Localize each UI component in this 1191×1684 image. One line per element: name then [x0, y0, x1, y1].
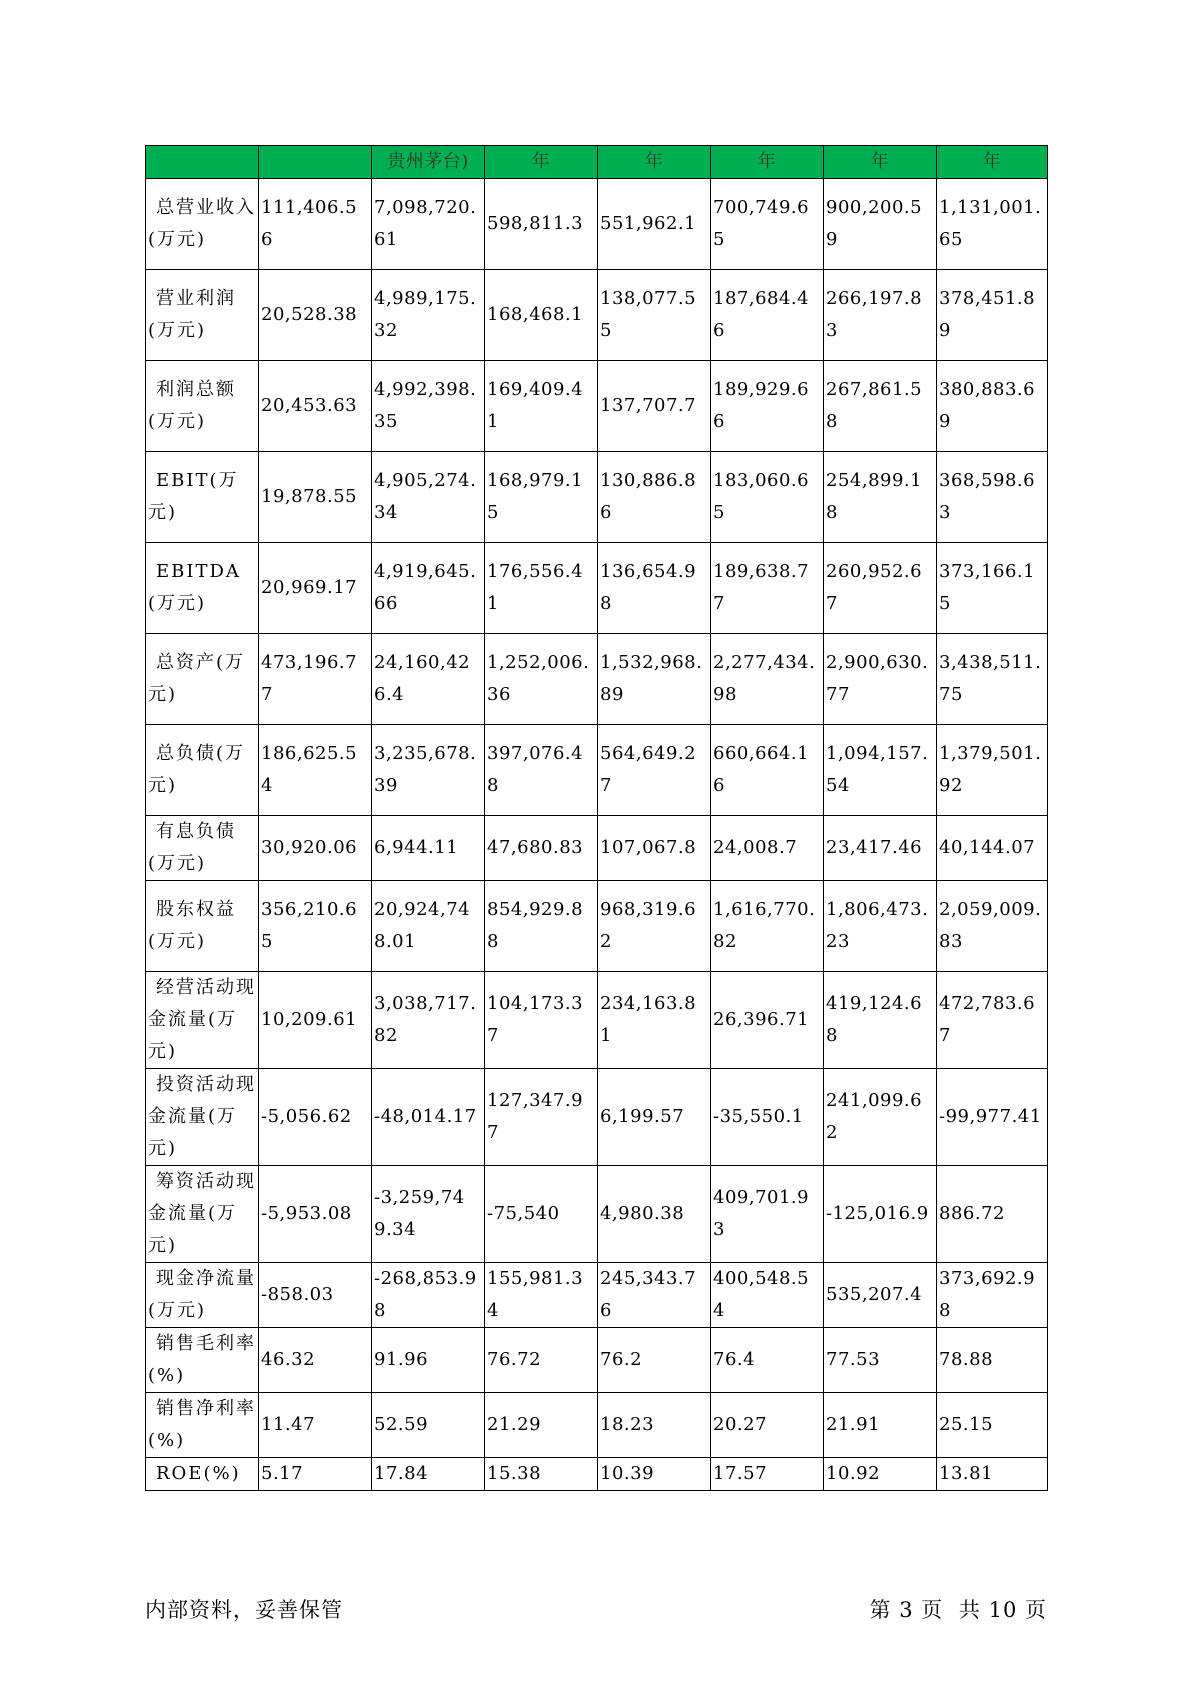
value-cell: 169,409.41	[485, 361, 598, 452]
value-cell: 20,453.63	[259, 361, 372, 452]
value-cell: 234,163.81	[598, 972, 711, 1069]
value-cell: -125,016.9	[824, 1166, 937, 1263]
value-cell: 26,396.71	[711, 972, 824, 1069]
table-row	[146, 179, 1048, 270]
financial-table	[145, 145, 1048, 1491]
row-label: 经营活动现金流量(万元)	[148, 977, 256, 1062]
value-cell: 6,199.57	[598, 1069, 711, 1166]
value-cell: 266,197.83	[824, 270, 937, 361]
value-cell: 136,654.98	[598, 543, 711, 634]
row-label-cell	[146, 1393, 259, 1458]
table-row	[146, 543, 1048, 634]
value-cell: 107,067.8	[598, 816, 711, 881]
row-label-cell	[146, 270, 259, 361]
value-cell: -75,540	[485, 1166, 598, 1263]
value-cell: 46.32	[259, 1328, 372, 1393]
value-cell: 419,124.68	[824, 972, 937, 1069]
value-cell: 40,144.07	[937, 816, 1048, 881]
footer-total-pages: 共 10 页	[958, 1598, 1047, 1622]
value-cell: 176,556.41	[485, 543, 598, 634]
value-cell: 77.53	[824, 1328, 937, 1393]
value-cell: 104,173.37	[485, 972, 598, 1069]
table-row	[146, 1166, 1048, 1263]
row-label-cell	[146, 543, 259, 634]
row-label-cell	[146, 1263, 259, 1328]
value-cell: 127,347.97	[485, 1069, 598, 1166]
value-cell: 564,649.27	[598, 725, 711, 816]
value-cell: 52.59	[372, 1393, 485, 1458]
table-header-row	[146, 146, 1048, 179]
value-cell: 4,919,645.66	[372, 543, 485, 634]
row-label: 销售毛利率(%)	[148, 1333, 256, 1386]
table-row	[146, 1069, 1048, 1166]
value-cell: 1,379,501.92	[937, 725, 1048, 816]
value-cell: 4,992,398.35	[372, 361, 485, 452]
value-cell: 10,209.61	[259, 972, 372, 1069]
value-cell: 189,638.77	[711, 543, 824, 634]
value-cell: 168,468.1	[485, 270, 598, 361]
value-cell: 20,924,748.01	[372, 881, 485, 972]
value-cell: 660,664.16	[711, 725, 824, 816]
value-cell: -3,259,749.34	[372, 1166, 485, 1263]
value-cell: 47,680.83	[485, 816, 598, 881]
value-cell: 15.38	[485, 1458, 598, 1491]
value-cell: 368,598.63	[937, 452, 1048, 543]
value-cell: 900,200.59	[824, 179, 937, 270]
value-cell: 10.92	[824, 1458, 937, 1491]
value-cell: 138,077.55	[598, 270, 711, 361]
value-cell: -35,550.1	[711, 1069, 824, 1166]
table-row	[146, 452, 1048, 543]
value-cell: 78.88	[937, 1328, 1048, 1393]
row-label: 现金净流量(万元)	[148, 1268, 256, 1321]
value-cell: -5,056.62	[259, 1069, 372, 1166]
table-row	[146, 1263, 1048, 1328]
row-label-cell	[146, 1069, 259, 1166]
row-label-cell	[146, 179, 259, 270]
header-cell: 年	[485, 146, 598, 179]
value-cell: 472,783.67	[937, 972, 1048, 1069]
value-cell: -48,014.17	[372, 1069, 485, 1166]
value-cell: 1,532,968.89	[598, 634, 711, 725]
value-cell: 20.27	[711, 1393, 824, 1458]
value-cell: 21.91	[824, 1393, 937, 1458]
value-cell: 854,929.88	[485, 881, 598, 972]
value-cell: 2,059,009.83	[937, 881, 1048, 972]
value-cell: 1,806,473.23	[824, 881, 937, 972]
value-cell: 356,210.65	[259, 881, 372, 972]
value-cell: 91.96	[372, 1328, 485, 1393]
value-cell: 25.15	[937, 1393, 1048, 1458]
table-row	[146, 816, 1048, 881]
row-label-cell	[146, 452, 259, 543]
header-cell	[146, 146, 259, 179]
value-cell: 186,625.54	[259, 725, 372, 816]
row-label-cell	[146, 972, 259, 1069]
value-cell: 20,528.38	[259, 270, 372, 361]
value-cell: 76.2	[598, 1328, 711, 1393]
row-label: ROE(%)	[156, 1463, 241, 1484]
value-cell: 130,886.86	[598, 452, 711, 543]
value-cell: 3,038,717.82	[372, 972, 485, 1069]
row-label: 总负债(万元)	[148, 743, 246, 796]
value-cell: 111,406.56	[259, 179, 372, 270]
value-cell: 155,981.34	[485, 1263, 598, 1328]
value-cell: 189,929.66	[711, 361, 824, 452]
footer-page-info	[862, 1594, 1047, 1624]
footer-confidential-note: 内部资料，妥善保管	[145, 1598, 343, 1622]
value-cell: 886.72	[937, 1166, 1048, 1263]
value-cell: 20,969.17	[259, 543, 372, 634]
value-cell: -99,977.41	[937, 1069, 1048, 1166]
header-cell	[259, 146, 372, 179]
value-cell: 18.23	[598, 1393, 711, 1458]
table-row	[146, 1393, 1048, 1458]
row-label: 总资产(万元)	[148, 652, 246, 705]
value-cell: 397,076.48	[485, 725, 598, 816]
row-label: 销售净利率(%)	[148, 1398, 256, 1451]
row-label-cell	[146, 816, 259, 881]
value-cell: 17.84	[372, 1458, 485, 1491]
row-label-cell	[146, 725, 259, 816]
value-cell: 137,707.7	[598, 361, 711, 452]
value-cell: 24,008.7	[711, 816, 824, 881]
value-cell: 254,899.18	[824, 452, 937, 543]
value-cell: -268,853.98	[372, 1263, 485, 1328]
value-cell: 19,878.55	[259, 452, 372, 543]
value-cell: 24,160,426.4	[372, 634, 485, 725]
row-label: 总营业收入(万元)	[148, 197, 256, 250]
value-cell: 535,207.4	[824, 1263, 937, 1328]
table-row	[146, 361, 1048, 452]
value-cell: 245,343.76	[598, 1263, 711, 1328]
table-row	[146, 634, 1048, 725]
value-cell: 183,060.65	[711, 452, 824, 543]
value-cell: 17.57	[711, 1458, 824, 1491]
value-cell: 241,099.62	[824, 1069, 937, 1166]
value-cell: 551,962.1	[598, 179, 711, 270]
row-label: EBIT(万元)	[148, 470, 239, 523]
value-cell: 2,277,434.98	[711, 634, 824, 725]
value-cell: 378,451.89	[937, 270, 1048, 361]
value-cell: 1,094,157.54	[824, 725, 937, 816]
value-cell: 473,196.77	[259, 634, 372, 725]
value-cell: 4,980.38	[598, 1166, 711, 1263]
value-cell: 7,098,720.61	[372, 179, 485, 270]
value-cell: 1,616,770.82	[711, 881, 824, 972]
value-cell: 380,883.69	[937, 361, 1048, 452]
value-cell: 968,319.62	[598, 881, 711, 972]
row-label: 筹资活动现金流量(万元)	[148, 1171, 256, 1256]
row-label: 有息负债(万元)	[148, 821, 236, 874]
value-cell: 2,900,630.77	[824, 634, 937, 725]
value-cell: 10.39	[598, 1458, 711, 1491]
value-cell: 21.29	[485, 1393, 598, 1458]
row-label-cell	[146, 1328, 259, 1393]
value-cell: 5.17	[259, 1458, 372, 1491]
value-cell: 76.4	[711, 1328, 824, 1393]
value-cell: 373,692.98	[937, 1263, 1048, 1328]
value-cell: 4,989,175.32	[372, 270, 485, 361]
row-label-cell	[146, 634, 259, 725]
value-cell: 6,944.11	[372, 816, 485, 881]
value-cell: 409,701.93	[711, 1166, 824, 1263]
header-cell: 年	[711, 146, 824, 179]
value-cell: 76.72	[485, 1328, 598, 1393]
value-cell: 11.47	[259, 1393, 372, 1458]
value-cell: 3,438,511.75	[937, 634, 1048, 725]
row-label: 营业利润(万元)	[148, 288, 236, 341]
value-cell: 700,749.65	[711, 179, 824, 270]
table-row	[146, 270, 1048, 361]
value-cell: 13.81	[937, 1458, 1048, 1491]
value-cell: 23,417.46	[824, 816, 937, 881]
value-cell: 168,979.15	[485, 452, 598, 543]
value-cell: 400,548.54	[711, 1263, 824, 1328]
row-label-cell	[146, 1166, 259, 1263]
value-cell: 373,166.15	[937, 543, 1048, 634]
table-row	[146, 1458, 1048, 1491]
table-row	[146, 1328, 1048, 1393]
value-cell: -5,953.08	[259, 1166, 372, 1263]
table-row	[146, 725, 1048, 816]
row-label: 投资活动现金流量(万元)	[148, 1074, 256, 1159]
header-cell: 年	[598, 146, 711, 179]
value-cell: 1,131,001.65	[937, 179, 1048, 270]
value-cell: -858.03	[259, 1263, 372, 1328]
value-cell: 267,861.58	[824, 361, 937, 452]
row-label-cell	[146, 361, 259, 452]
value-cell: 598,811.3	[485, 179, 598, 270]
footer-page-number: 第 3 页	[869, 1598, 944, 1622]
row-label: 股东权益(万元)	[148, 899, 236, 952]
header-cell: 年	[824, 146, 937, 179]
header-cell: 年	[937, 146, 1048, 179]
value-cell: 3,235,678.39	[372, 725, 485, 816]
value-cell: 30,920.06	[259, 816, 372, 881]
row-label-cell	[146, 1458, 259, 1491]
value-cell: 187,684.46	[711, 270, 824, 361]
table-row	[146, 881, 1048, 972]
header-cell: 贵州茅台)	[372, 146, 485, 179]
value-cell: 1,252,006.36	[485, 634, 598, 725]
row-label-cell	[146, 881, 259, 972]
row-label: EBITDA(万元)	[148, 561, 241, 614]
value-cell: 260,952.67	[824, 543, 937, 634]
table-row	[146, 972, 1048, 1069]
row-label: 利润总额(万元)	[148, 379, 236, 432]
value-cell: 4,905,274.34	[372, 452, 485, 543]
